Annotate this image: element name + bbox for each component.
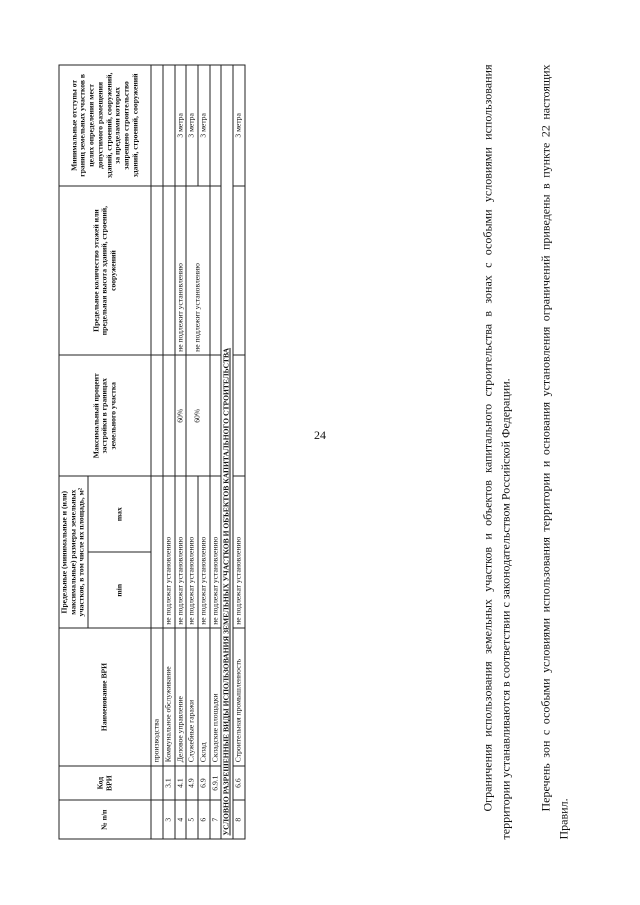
table-row [174,65,186,839]
cell-name: Служебные гаражи [186,628,198,765]
cell-name: производства [151,628,163,765]
cell-setback [209,65,221,186]
cell-code [151,766,163,801]
cell-pct [162,355,174,476]
cell-floors [209,186,221,356]
cell-size: не подлежат установлению [162,476,174,628]
table-row [209,65,221,839]
cell-num: 3 [162,801,174,840]
cell-code: 4.1 [174,766,186,801]
cell-floors [233,186,245,356]
section-row [221,65,233,839]
cell-floors: не подлежит установлению [174,186,186,356]
zoning-regulations-table [58,65,245,840]
cell-size: не подлежат установлению [174,476,186,628]
cell-pct: 60% [174,355,186,476]
header-setback: Минимальные отступы от границ земельных участков в целях определения мест допустимого размещения зданий, строений, сооружений, за пределами которых запрещено строительство зданий, строений, сооружений [59,65,151,186]
cell-setback: 3 метра [174,65,186,186]
cell-code: 4.9 [186,766,198,801]
header-pct: Максимальный процент застройки в границах земельного участка [59,355,151,476]
paragraph-zone-list: Перечень зон с особыми условиями использования территории и основания установления ограничений приведены в пункте 22 настоящих Правил. [538,64,570,840]
cell-name: Строительная промышленность [233,628,245,765]
header-min: min [88,552,151,628]
section-title: УСЛОВНО РАЗРЕШЕННЫЕ ВИДЫ ИСПОЛЬЗОВАНИЯ ЗЕМЕЛЬНЫХ УЧАСТКОВ И ОБЪЕКТОВ КАПИТАЛЬНОГО СТРОИТЕЛЬСТВА [221,65,233,839]
cell-num [151,801,163,840]
cell-setback: 3 метра [198,65,210,186]
page-number: 24 [314,428,326,442]
cell-num: 6 [198,801,210,840]
cell-num: 8 [233,801,245,840]
table-row [233,65,245,839]
header-max: max [88,476,151,552]
cell-name: Деловое управление [174,628,186,765]
cell-pct: 60% [186,355,209,476]
cell-pct [209,355,221,476]
table-row [186,65,198,839]
header-floors: Предельное количество этажей или предельная высота зданий, строений, сооружений [59,186,151,356]
cell-pct [151,355,163,476]
cell-name: Склад [198,628,210,765]
cell-floors [151,186,163,356]
cell-pct [233,355,245,476]
cell-code: 6.6 [233,766,245,801]
header-code: Код ВРИ [59,766,151,801]
cell-floors: не подлежит установлению [186,186,209,356]
header-name: Наименование ВРИ [59,628,151,765]
rotated-landscape-content [46,35,594,870]
table-row [162,65,174,839]
cell-num: 7 [209,801,221,840]
header-num: № п/п [59,801,151,840]
cell-setback: 3 метра [233,65,245,186]
cell-floors [162,186,174,356]
cell-size: не подлежат установлению [186,476,198,628]
cell-setback [162,65,174,186]
cell-code: 6.9 [198,766,210,801]
header-sizes: Предельные (минимальные и (или) максимальные) размеры земельных участков, в том числе их площадь, м² [59,476,88,628]
cell-num: 5 [186,801,198,840]
cell-name: Коммунальное обслуживание [162,628,174,765]
cell-size: не подлежат установлению [233,476,245,628]
table-header-row [59,65,88,839]
cell-size [151,476,163,628]
cell-size: не подлежат установлению [209,476,221,628]
cell-code: 3.1 [162,766,174,801]
cell-num: 4 [174,801,186,840]
cell-code: 6.9.1 [209,766,221,801]
cell-size: не подлежат установлению [198,476,210,628]
paragraph-restrictions: Ограничения использования земельных участков и объектов капитального строительства в зонах с особыми условиями использования территории устанавливаются в соответствии с законодательством Российской Федерации. [480,64,512,840]
cell-setback [151,65,163,186]
cell-setback: 3 метра [186,65,198,186]
table-row [151,65,163,839]
cell-name: Складские площадки [209,628,221,765]
